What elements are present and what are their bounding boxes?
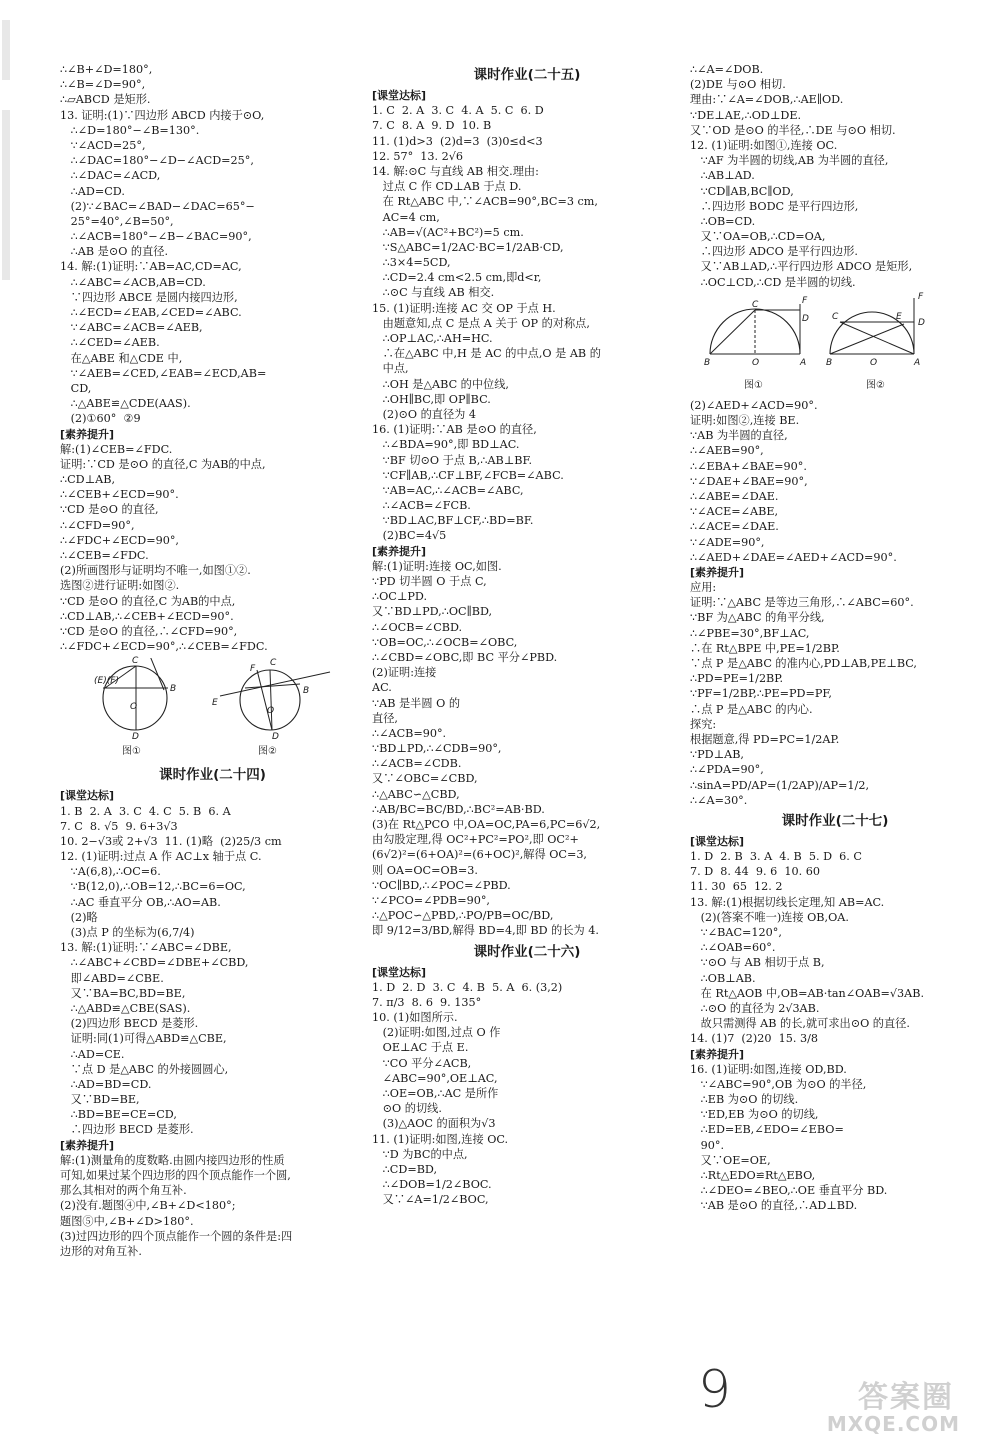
- answer-line: ∴∠DEO=∠BEO,∴OE 垂直平分 BD.: [690, 1184, 888, 1198]
- answer-line: 证明:如图②,连接 BE.: [690, 414, 800, 427]
- answer-line: 90°.: [690, 1138, 725, 1152]
- answer-line: ∴Rt△EDO≌Rt△EBO,: [690, 1169, 816, 1182]
- answer-line: (2)四边形 BECD 是菱形.: [60, 1017, 199, 1031]
- answer-line: ∴⊙C 与直线 AB 相交.: [372, 286, 495, 300]
- answer-line: ∴四边形 ADCO 是平行四边形.: [690, 245, 858, 259]
- answer-line: ∵∠ABC=∠ACB=∠AEB,: [60, 321, 203, 335]
- answer-block: [60, 788, 365, 1259]
- answer-line: ∴sinA=PD/AP=(1/2AP)/AP=1/2,: [690, 778, 869, 792]
- answer-line: ∵CD 是⊙O 的直径,C 为AB的中点,: [60, 594, 236, 608]
- answer-line: 11. (1)d>3 (2)d=3 (3)0≤d<3: [372, 134, 543, 148]
- answer-line: (2)所画图形与证明均不唯一,如图①②.: [60, 564, 251, 578]
- answer-line: [素养提升]: [60, 1138, 115, 1152]
- answer-line: ∴AD=CD.: [60, 184, 125, 198]
- binding-edge-mark: [2, 110, 10, 280]
- answer-block: [372, 965, 682, 1208]
- answer-line: ∵OC∥BD,∴∠POC=∠PBD.: [372, 878, 511, 892]
- answer-line: ∵∠BAC=120°,: [690, 926, 782, 939]
- answer-line: AC=4 cm,: [372, 210, 440, 224]
- answer-line: ∴∠CED=∠AEB.: [60, 336, 160, 350]
- answer-line: 解:(1)∠CEB=∠FDC.: [60, 442, 173, 456]
- answer-line: 13. 证明:(1)∵四边形 ABCD 内接于⊙O,: [60, 108, 265, 122]
- answer-line: ∴OH∥BC,即 OP∥BC.: [372, 392, 491, 406]
- answer-line: ∴PD=PE=1/2BP.: [690, 672, 784, 686]
- answer-line: 12. (1)证明:过点 A 作 AC⊥x 轴于点 C.: [60, 850, 262, 864]
- answer-line: ∵∠ADE=90°,: [690, 535, 765, 549]
- answer-line: ∴∠A=30°.: [690, 793, 748, 807]
- answer-line: 7. C 8. √5 9. 6+3√3: [60, 819, 178, 833]
- answer-line: (2)略: [60, 910, 98, 924]
- answer-line: 11. 30 65 12. 2: [690, 880, 783, 894]
- answer-line: (3)过四边形的四个顶点能作一个圆的条件是:四: [60, 1229, 293, 1243]
- answer-line: ∴∠PDA=90°,: [690, 763, 764, 777]
- section-heading: 课时作业(二十五): [473, 67, 581, 83]
- answer-line: OE⊥AC 于点 E.: [372, 1041, 469, 1055]
- answer-line: 15. (1)证明:连接 AC 交 OP 于点 H.: [372, 301, 556, 315]
- answer-line: ∴在 Rt△BPE 中,PE=1/2BP.: [690, 641, 840, 655]
- answer-line: ⊙O 的切线.: [372, 1102, 442, 1116]
- answer-line: ∴△ABD≌△CBE(SAS).: [60, 1001, 191, 1015]
- answer-line: ∴△POC∽△PBD,∴PO/PB=OC/BD,: [372, 909, 554, 923]
- answer-line: ∵CD∥AB,BC∥OD,: [690, 184, 794, 198]
- answer-line: 10. (1)如图所示.: [372, 1011, 458, 1025]
- answer-line: ∴∠FDC+∠ECD=90°,∴∠CEB=∠FDC.: [60, 640, 268, 654]
- answer-line: ∵BD⊥PD,∴∠CDB=90°,: [372, 742, 502, 756]
- answer-line: ∴AB/BC=BC/BD,∴BC²=AB·BD.: [372, 802, 545, 816]
- circle-figures: [60, 658, 360, 744]
- answer-line: (2)(答案不唯一)连接 OB,OA.: [690, 910, 849, 924]
- answer-line: 证明:∵△ABC 是等边三角形,∴∠ABC=60°.: [690, 596, 914, 610]
- section-heading: 课时作业(二十六): [473, 943, 581, 960]
- answer-line: ∴点 P 是△ABC 的内心.: [690, 702, 813, 716]
- answer-line: ∵AB 是半圆 O 的: [372, 696, 461, 710]
- answer-line: [课堂达标]: [690, 834, 745, 848]
- answer-line: ∴OC⊥PD.: [372, 590, 428, 604]
- answer-line: ∴⊙O 的直径为 2√3AB.: [690, 1001, 820, 1015]
- answer-line: 在△ABE 和△CDE 中,: [60, 351, 183, 365]
- answer-line: ∵PD 切半圆 O 于点 C,: [372, 575, 487, 588]
- answer-line: 即 9/12=3/BD,解得 BD=4,即 BD 的长为 4.: [372, 924, 599, 938]
- answer-line: ∴∠B=∠D=90°,: [60, 78, 146, 92]
- answer-line: ∴∠DOB=1/2∠BOC.: [372, 1178, 492, 1192]
- answer-line: ∴OE=OB,∴AC 是所作: [372, 1087, 499, 1100]
- answer-line: ∵BF 切⊙O 于点 B,∴AB⊥BF.: [372, 453, 533, 467]
- answer-line: 过点 C 作 CD⊥AB 于点 D.: [372, 180, 522, 194]
- answer-line: 7. D 8. 44 9. 6 10. 60: [690, 865, 820, 879]
- answer-line: AC.: [372, 681, 392, 695]
- answer-line: 14. 解:⊙C 与直线 AB 相交.理由:: [372, 164, 539, 178]
- answer-line: ∴▱ABCD 是矩形.: [60, 93, 151, 107]
- answer-line: ∵∠ACE=∠ABE,: [690, 505, 779, 519]
- answer-line: 由题意知,点 C 是点 A 关于 OP 的对称点,: [372, 316, 590, 330]
- answer-line: ∴∠AEB=90°,: [690, 444, 764, 458]
- answer-line: ∵PD⊥AB,: [690, 748, 744, 762]
- answer-line: ∴AD=CE.: [60, 1047, 125, 1061]
- answer-line: ∴∠D=180°−∠B=130°.: [60, 123, 200, 137]
- answer-line: (2)①60° ②9: [60, 412, 141, 426]
- answer-line: 1. B 2. A 3. C 4. C 5. B 6. A: [60, 804, 231, 818]
- answer-line: ∴∠EBA+∠BAE=90°.: [690, 459, 807, 473]
- answer-line: ∴BD=BE=CE=CD,: [60, 1108, 177, 1122]
- answer-line: 证明:∵CD 是⊙O 的直径,C 为AB的中点,: [60, 457, 266, 471]
- answer-line: ∵OB=OC,∴∠OCB=∠OBC,: [372, 635, 518, 649]
- answer-line: ∴∠ACB=∠FCB.: [372, 499, 471, 513]
- answer-line: ∵CD 是⊙O 的直径,∴∠CFD=90°,: [60, 624, 238, 638]
- answer-line: 11. (1)证明:如图,连接 OC.: [372, 1132, 509, 1146]
- answer-line: ∵点 P 是△ABC 的准内心,PD⊥AB,PE⊥BC,: [690, 657, 917, 670]
- answer-line: ∴△ABE≌△CDE(AAS).: [60, 397, 191, 411]
- answer-line: ∴∠DAC=180°−∠D−∠ACD=25°,: [60, 154, 254, 168]
- answer-line: [素养提升]: [690, 565, 745, 579]
- answer-block: [690, 62, 980, 290]
- answer-line: ∵∠ABC=90°,OB 为⊙O 的半径,: [690, 1077, 867, 1091]
- answer-line: ∴AD=BD=CD.: [60, 1077, 152, 1091]
- answer-line: 即∠ABD=∠CBE.: [60, 971, 164, 985]
- answer-line: 12. (1)证明:如图①,连接 OC.: [690, 138, 838, 152]
- answer-line: ∵四边形 ABCE 是圆内接四边形,: [60, 290, 238, 304]
- answer-line: ∴∠OAB=60°.: [690, 941, 776, 955]
- answer-line: 又∵OA=OB,∴CD=OA,: [690, 230, 826, 244]
- answer-line: ∴∠CEB+∠ECD=90°.: [60, 488, 179, 502]
- answer-line: 1. C 2. A 3. C 4. A 5. C 6. D: [372, 104, 544, 118]
- answer-line: 13. 解:(1)证明:∵∠ABC=∠DBE,: [60, 941, 232, 955]
- answer-line: ∴AB=√(AC²+BC²)=5 cm.: [372, 225, 524, 239]
- answer-line: ∴∠OCB=∠CBD.: [372, 620, 463, 634]
- answer-line: ∵∠AEB=∠CED,∠EAB=∠ECD,AB=: [60, 366, 267, 380]
- answer-line: ∵AB=AC,∴∠ACB=∠ABC,: [372, 483, 524, 497]
- answer-line: 10. 2−√3或 2+√3 11. (1)略 (2)25/3 cm: [60, 834, 282, 848]
- answer-line: 14. (1)7 (2)20 15. 3/8: [690, 1032, 818, 1046]
- answer-line: 1. D 2. B 3. A 4. B 5. D 6. C: [690, 850, 862, 864]
- answer-line: 那么其相对的两个角互补.: [60, 1184, 187, 1198]
- answer-line: 25°=40°,∠B=50°,: [60, 214, 174, 228]
- answer-line: ∴∠CBD=∠OBC,即 BC 平分∠PBD.: [372, 650, 558, 664]
- watermark-logo: 答案圈: [858, 1380, 954, 1415]
- answer-column-1: [60, 62, 365, 1259]
- answer-line: 7. C 8. A 9. D 10. B: [372, 119, 492, 133]
- answer-line: 边形的对角互补.: [60, 1244, 142, 1258]
- answer-line: ∴EB 为⊙O 的切线.: [690, 1093, 799, 1107]
- answer-line: ∴∠ABE=∠DAE.: [690, 489, 779, 503]
- answer-line: [课堂达标]: [372, 965, 427, 979]
- answer-line: 则 OA=OC=OB=3.: [372, 863, 478, 877]
- answer-line: ∵AB 为半圆的直径,: [690, 429, 788, 443]
- answer-line: ∴四边形 BODC 是平行四边形,: [690, 199, 859, 213]
- answer-line: ∴∠ACB=∠CDB.: [372, 757, 462, 771]
- answer-line: (2)DE 与⊙O 相切.: [690, 78, 786, 92]
- answer-line: ∵AB 是⊙O 的直径,∴AD⊥BD.: [690, 1199, 858, 1213]
- answer-line: ∴AC 垂直平分 OB,∴AO=AB.: [60, 895, 221, 909]
- section-heading: 课时作业(二十七): [781, 812, 889, 829]
- answer-line: ∴CD⊥AB,: [60, 473, 116, 487]
- answer-line: 可知,如果过某个四边形的四个顶点能作一个圆,: [60, 1169, 291, 1182]
- answer-line: 13. 解:(1)根据切线长定理,知 AB=AC.: [690, 895, 885, 909]
- answer-line: ∵∠DAE+∠BAE=90°,: [690, 474, 808, 488]
- answer-line: ∵ED,EB 为⊙O 的切线,: [690, 1108, 819, 1122]
- answer-line: ∴∠DAC=∠ACD,: [60, 169, 161, 183]
- figure-1-label: 图①: [744, 379, 763, 391]
- answer-block: [60, 62, 365, 654]
- answer-line: (3)△AOC 的面积为√3: [372, 1117, 496, 1131]
- answer-line: ∴OB=CD.: [690, 214, 756, 228]
- answer-line: 应用:: [690, 581, 717, 595]
- figure-pair-circles: (E)(F) C B O D E F C B O D: [60, 658, 365, 744]
- answer-line: ∴在△ABC 中,H 是 AC 的中点,O 是 AB 的: [372, 347, 601, 361]
- answer-line: (2)证明:连接: [372, 666, 437, 680]
- answer-line: ∵DE⊥AE,∴OD⊥DE.: [690, 108, 802, 122]
- answer-line: ∵∠PCO=∠PDB=90°,: [372, 893, 490, 907]
- section-heading: 课时作业(二十四): [159, 767, 266, 784]
- answer-column-2: [372, 62, 682, 1208]
- answer-line: 12. 57° 13. 2√6: [372, 149, 464, 163]
- answer-line: ∴四边形 BECD 是菱形.: [60, 1123, 194, 1137]
- answer-line: ∴∠ABC+∠CBD=∠DBE+∠CBD,: [60, 956, 249, 970]
- answer-line: [课堂达标]: [60, 789, 115, 803]
- answer-line: ∵点 D 是△ABC 的外接圆圆心,: [60, 1062, 229, 1076]
- answer-line: 16. (1)证明:∵AB 是⊙O 的直径,: [372, 423, 537, 437]
- figure-2-label: 图②: [866, 379, 885, 391]
- answer-line: 直径,: [372, 711, 398, 725]
- answer-line: ∠ABC=90°,OE⊥AC,: [372, 1071, 498, 1085]
- answer-line: 又∵OD 是⊙O 的半径,∴DE 与⊙O 相切.: [690, 123, 896, 137]
- answer-block: [372, 88, 682, 939]
- answer-line: ∴∠PBE=30°,BF⊥AC,: [690, 626, 810, 640]
- answer-line: (2)没有.题图④中,∠B+∠D<180°;: [60, 1199, 236, 1213]
- answer-line: ∴∠A=∠DOB.: [690, 63, 764, 76]
- answer-line: 中点,: [372, 362, 409, 376]
- answer-line: ∴3×4=5CD,: [372, 256, 451, 270]
- answer-line: 又∵AB⊥AD,∴平行四边形 ADCO 是矩形,: [690, 260, 913, 274]
- answer-line: (3)在 Rt△PCO 中,OA=OC,PA=6,PC=6√2,: [372, 818, 601, 831]
- answer-line: 又∵BD⊥PD,∴OC∥BD,: [372, 605, 493, 619]
- answer-line: (2)证明:如图,过点 O 作: [372, 1026, 501, 1040]
- answer-line: 在 Rt△ABC 中,∵∠ACB=90°,BC=3 cm,: [372, 195, 598, 209]
- answer-line: (2)⊙O 的直径为 4: [372, 407, 477, 421]
- answer-line: ∴△ABC∽△CBD,: [372, 787, 460, 801]
- answer-line: ∵B(12,0),∴OB=12,∴BC=6=OC,: [60, 880, 246, 894]
- answer-line: 又∵BA=BC,BD=BE,: [60, 986, 186, 1000]
- answer-line: CD,: [60, 381, 92, 395]
- answer-line: ∵A(6,8),∴OC=6.: [60, 865, 161, 879]
- answer-line: ∴CD⊥AB,∴∠CEB+∠ECD=90°.: [60, 609, 234, 623]
- answer-line: ∴∠ACE=∠DAE.: [690, 520, 779, 534]
- answer-line: ∴OP⊥AC,∴AH=HC.: [372, 332, 493, 345]
- answer-line: 题图⑤中,∠B+∠D>180°.: [60, 1214, 194, 1228]
- answer-line: 探究:: [690, 717, 717, 731]
- answer-line: ∵BF 为△ABC 的角平分线,: [690, 611, 825, 625]
- figure-1-label: 图①: [122, 746, 141, 758]
- answer-line: ∴OH 是△ABC 的中位线,: [372, 377, 509, 391]
- answer-line: 解:(1)测量角的度数略.由圆内接四边形的性质: [60, 1153, 285, 1167]
- answer-line: ∴∠FDC+∠ECD=90°,: [60, 533, 179, 547]
- answer-line: (2)BC=4√5: [372, 529, 447, 543]
- answer-line: [素养提升]: [690, 1047, 745, 1061]
- answer-line: ∵∠ACD=25°,: [60, 138, 146, 152]
- answer-line: ∴CD=BD,: [372, 1162, 438, 1176]
- answer-line: 16. (1)证明:如图,连接 OD,BD.: [690, 1062, 847, 1076]
- answer-line: 在 Rt△AOB 中,OB=AB·tan∠OAB=√3AB.: [690, 986, 925, 1000]
- answer-line: ∴ED=EB,∠EDO=∠EBO=: [690, 1123, 844, 1137]
- answer-line: ∴∠ECD=∠EAB,∠CED=∠ABC.: [60, 306, 242, 319]
- answer-line: ∴AB 是⊙O 的直径.: [60, 245, 169, 259]
- answer-line: ∵CF∥AB,∴CF⊥BF,∠FCB=∠ABC.: [372, 468, 564, 482]
- answer-line: ∴∠ACB=90°.: [372, 726, 447, 740]
- answer-line: 1. D 2. D 3. C 4. B 5. A 6. (3,2): [372, 980, 563, 994]
- answer-line: 证明:同(1)可得△ABD≌△CBE,: [60, 1032, 227, 1046]
- answer-line: ∴CD=2.4 cm<2.5 cm,即d<r,: [372, 271, 542, 285]
- answer-line: ∴∠ACB=180°−∠B−∠BAC=90°,: [60, 230, 252, 244]
- answer-line: 又∵∠OBC=∠CBD,: [372, 772, 478, 786]
- answer-line: 由勾股定理,得 OC²+PC²=PO²,即 OC²+: [372, 833, 579, 847]
- answer-block: [690, 834, 980, 1214]
- watermark-url: MXQE.COM: [826, 1412, 960, 1436]
- answer-line: ∴∠BDA=90°,即 BD⊥AC.: [372, 438, 520, 452]
- answer-line: (6√2)²=(6+OA)²=(6+OC)²,解得 OC=3,: [372, 848, 587, 862]
- answer-line: [课堂达标]: [372, 89, 427, 102]
- answer-line: ∵CO 平分∠ACB,: [372, 1056, 472, 1070]
- figure-2-label: 图②: [258, 746, 277, 758]
- answer-line: ∵PF=1/2BP,∴PE=PD=PF,: [690, 687, 832, 701]
- answer-line: ∴∠CFD=90°,: [60, 518, 135, 532]
- answer-line: ∴OC⊥CD,∴CD 是半圆的切线.: [690, 275, 856, 289]
- answer-line: ∴AB⊥AD.: [690, 169, 755, 183]
- answer-line: (2)∵∠BAC=∠BAD−∠DAC=65°−: [60, 199, 255, 213]
- answer-line: 又∵OE=OE,: [690, 1153, 771, 1167]
- answer-line: (3)点 P 的坐标为(6,7/4): [60, 926, 195, 939]
- answer-line: ∴∠AED+∠DAE=∠AED+∠ACD=90°.: [690, 550, 897, 564]
- answer-line: ∴OB⊥AB.: [690, 971, 756, 985]
- answer-line: 又∵BD=BE,: [60, 1093, 140, 1107]
- answer-line: 7. π/3 8. 6 9. 135°: [372, 995, 482, 1009]
- answer-line: ∵S△ABC=1/2AC·BC=1/2AB·CD,: [372, 240, 564, 254]
- answer-line: ∴∠B+∠D=180°,: [60, 63, 153, 76]
- answer-column-3: [690, 62, 980, 1214]
- answer-line: ∵CD 是⊙O 的直径,: [60, 503, 159, 517]
- answer-line: 又∵∠A=1/2∠BOC,: [372, 1193, 489, 1207]
- answer-line: 解:(1)证明:连接 OC,如图.: [372, 559, 502, 573]
- answer-line: 理由:∵∠A=∠DOB,∴AE∥OD.: [690, 93, 844, 107]
- answer-line: ∴∠CEB=∠FDC.: [60, 549, 149, 562]
- answer-line: 故只需测得 AB 的长,就可求出⊙O 的直径.: [690, 1017, 910, 1031]
- answer-line: (2)∠AED+∠ACD=90°.: [690, 398, 818, 412]
- answer-line: 14. 解:(1)证明:∵AB=AC,CD=AC,: [60, 260, 242, 274]
- answer-line: 选图②进行证明:如图②.: [60, 579, 180, 593]
- figure-pair-semicircles: C F D B O A C E F D B O A: [690, 294, 980, 380]
- answer-line: 根据题意,得 PD=PC=1/2AP.: [690, 732, 840, 746]
- answer-line: ∵⊙O 与 AB 相切于点 B,: [690, 956, 825, 970]
- page-number: 9: [698, 1360, 732, 1420]
- answer-block: [690, 398, 980, 808]
- answer-line: [素养提升]: [372, 544, 427, 558]
- answer-line: ∵BD⊥AC,BF⊥CF,∴BD=BF.: [372, 514, 534, 528]
- answer-line: [素养提升]: [60, 427, 115, 441]
- binding-edge-mark: [2, 20, 10, 80]
- answer-line: ∴∠ABC=∠ACB,AB=CD.: [60, 275, 206, 289]
- answer-line: ∵AF 为半圆的切线,AB 为半圆的直径,: [690, 154, 889, 168]
- answer-line: ∵D 为BC的中点,: [372, 1147, 468, 1161]
